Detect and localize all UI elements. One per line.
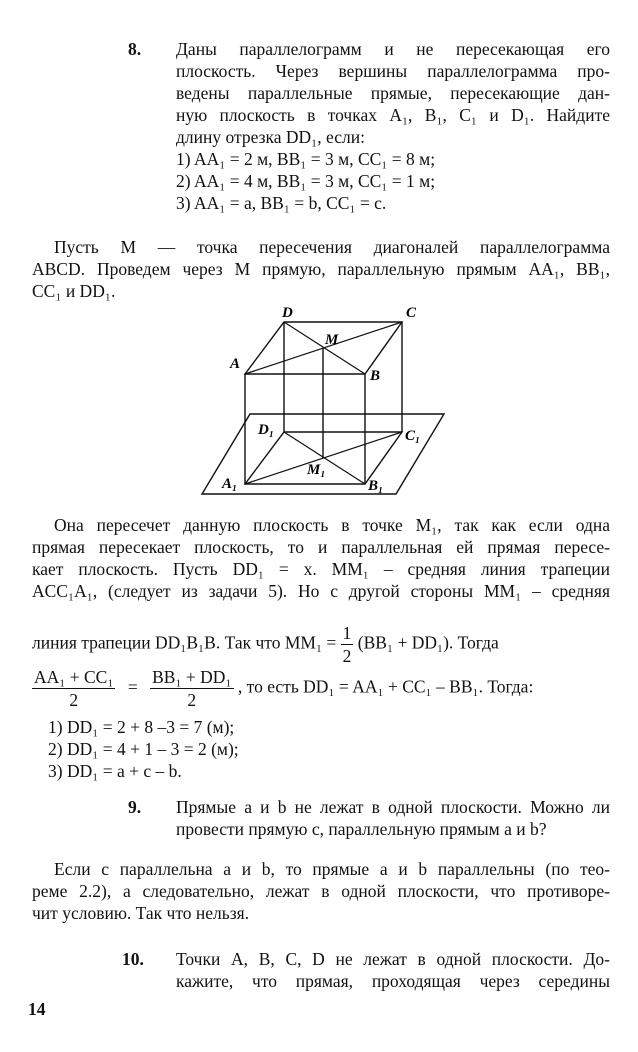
problem-line: Прямые a и b не лежат в одной плоскости. Можно ли [176, 797, 610, 817]
solution-line: прямая пересекает плоскость, то и параллельная ей прямая пересе- [32, 537, 610, 557]
solution-line: ACC₁A₁, (следует из задачи 5). Но с другой стороны MM₁ – средняя [32, 581, 610, 601]
fraction-denominator: 2 [69, 690, 79, 710]
problem-number: 10. [122, 949, 144, 969]
fraction-numerator: 1 [342, 623, 352, 643]
problem-line: кажите, что прямая, проходящая через середины [176, 971, 610, 991]
solution-line: CC₁ и DD₁. [32, 281, 116, 301]
equals-sign: = [127, 676, 138, 697]
problem-9 [128, 796, 610, 840]
label-a: A [230, 356, 241, 372]
fraction-numerator: AA₁ + CC₁ [34, 667, 114, 687]
label-c: C [406, 305, 417, 321]
problem-text [176, 796, 610, 840]
parallelogram-figure [200, 302, 450, 502]
solution-8-results [48, 716, 239, 782]
problem-number: 9. [128, 797, 142, 817]
problem-text [176, 948, 610, 992]
solution-line: Она пересечет данную плоскость в точке M₁, так как если одна [54, 515, 610, 535]
fraction-numerator: BB₁ + DD₁ [152, 667, 232, 687]
solution-line-half [32, 622, 610, 667]
problem-line: ную плоскость в точках A₁, B₁, C₁ и D₁. Найдите [176, 105, 610, 125]
label-m1: M₁ [307, 462, 326, 478]
label-d1: D₁ [258, 422, 275, 438]
label-m: M [325, 332, 339, 348]
solution-line: Если c параллельна a и b, то прямые a и b параллельны (по тео- [54, 859, 610, 879]
problem-line: Даны параллелограмм и не пересекающая его [176, 39, 610, 59]
label-b1: B₁ [368, 478, 384, 494]
fraction-aa1-cc1 [32, 666, 115, 711]
problem-10 [122, 948, 610, 992]
problem-line: ведены параллельные прямые, пересекающие дан- [176, 83, 610, 103]
solution-line: кает плоскость. Пусть DD₁ = x. MM₁ – средняя линия трапеции [32, 559, 610, 579]
problem-line: 3) AA₁ = a, BB₁ = b, CC₁ = c. [176, 193, 387, 213]
label-a1: A₁ [222, 476, 238, 492]
result-line: 2) DD₁ = 4 + 1 – 3 = 2 (м); [48, 739, 239, 759]
solution-8-body [32, 514, 610, 602]
solution-line: чит условию. Так что нельзя. [32, 903, 250, 923]
problem-8 [128, 38, 610, 214]
upper-diagonal-bd [284, 322, 365, 374]
label-b: B [370, 368, 381, 384]
problem-text [176, 38, 610, 214]
line-prefix: линия трапеции DD₁B₁B. Так что MM₁ = [32, 632, 337, 653]
problem-line: провести прямую c, параллельную прямым a и b? [176, 819, 547, 839]
solution-line: Пусть M — точка пересечения диагоналей параллелограмма [54, 237, 610, 257]
page-number: 14 [28, 999, 46, 1019]
result-line: 1) DD₁ = 2 + 8 –3 = 7 (м); [48, 717, 235, 737]
solution-line: ABCD. Проведем через M прямую, параллельную прямым AA₁, BB₁, [32, 259, 610, 279]
solution-8-intro [32, 236, 610, 302]
fraction-bb1-dd1 [150, 666, 233, 711]
problem-line: Точки A, B, C, D не лежат в одной плоскости. До- [176, 949, 610, 969]
line-suffix: (BB₁ + DD₁). Тогда [357, 632, 499, 653]
solution-9 [32, 858, 610, 924]
label-d: D [282, 305, 293, 321]
fraction-equation [32, 666, 610, 711]
fraction-half [341, 622, 354, 667]
problem-line: длину отрезка DD₁, если: [176, 127, 365, 147]
problem-number: 8. [128, 39, 142, 59]
problem-line: 1) AA₁ = 2 м, BB₁ = 3 м, CC₁ = 8 м; [176, 149, 436, 169]
solution-line: реме 2.2), а следовательно, лежат в одной плоскости, что противоре- [32, 881, 610, 901]
equation-tail: , то есть DD₁ = AA₁ + CC₁ – BB₁. Тогда: [237, 676, 534, 697]
problem-line: плоскость. Через вершины параллелограмма про- [176, 61, 610, 81]
fraction-denominator: 2 [342, 646, 352, 666]
label-c1: C₁ [405, 428, 421, 444]
problem-line: 2) AA₁ = 4 м, BB₁ = 3 м, CC₁ = 1 м; [176, 171, 436, 191]
fraction-denominator: 2 [187, 690, 197, 710]
result-line: 3) DD₁ = a + c – b. [48, 761, 182, 781]
